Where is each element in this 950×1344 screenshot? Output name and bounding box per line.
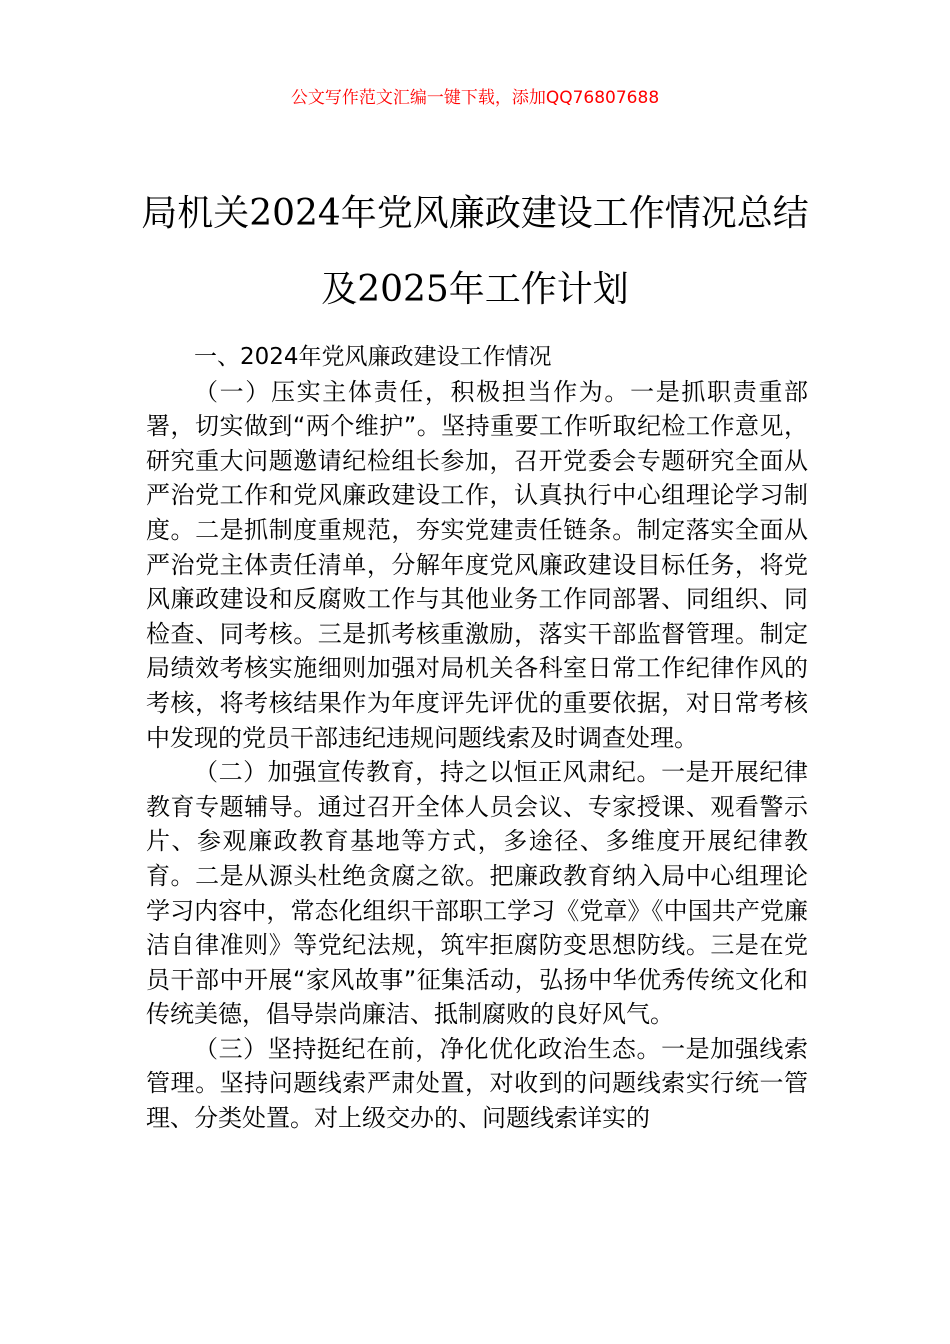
body-paragraph: （三）坚持挺纪在前，净化优化政治生态。一是加强线索管理。坚持问题线索严肃处置，对收到的问题线索实行统一管理、分类处置。对上级交办的、问题线索详实的 [146, 1034, 808, 1133]
header-download-note: 公文写作范文汇编一键下载，添加QQ76807688 [290, 88, 660, 108]
body-paragraph: （二）加强宣传教育，持之以恒正风肃纪。一是开展纪律教育专题辅导。通过召开全体人员会议、专家授课、观看警示片、参观廉政教育基地等方式，多途径、多维度开展纪律教育。二是从源头杜绝贪腐之欲。把廉政教育纳入局中心组理论学习内容中，常态化组织干部职工学习《党章》《中国共产党廉洁自律准则》等党纪法规，筑牢拒腐防变思想防线。三是在党员干部中开展“家风故事”征集活动，弘扬中华优秀传统文化和传统美德，倡导崇尚廉洁、抵制腐败的良好风气。 [146, 758, 808, 1029]
document-body [146, 340, 808, 1136]
document-title [120, 176, 830, 328]
document-title-line-1: 局机关2024年党风廉政建设工作情况总结 [141, 193, 809, 234]
document-title-line-2: 及2025年工作计划 [321, 269, 629, 310]
section-heading: 一、2024年党风廉政建设工作情况 [194, 344, 552, 370]
body-paragraph: （一）压实主体责任，积极担当作为。一是抓职责重部署，切实做到“两个维护”。坚持重要工作听取纪检工作意见，研究重大问题邀请纪检组长参加，召开党委会专题研究全面从严治党工作和党风廉政建设工作，认真执行中心组理论学习制度。二是抓制度重规范，夯实党建责任链条。制定落实全面从严治党主体责任清单，分解年度党风廉政建设目标任务，将党风廉政建设和反腐败工作与其他业务工作同部署、同组织、同检查、同考核。三是抓考核重激励，落实干部监督管理。制定局绩效考核实施细则加强对局机关各科室日常工作纪律作风的考核，将考核结果作为年度评先评优的重要依据，对日常考核中发现的党员干部违纪违规问题线索及时调查处理。 [146, 377, 808, 752]
